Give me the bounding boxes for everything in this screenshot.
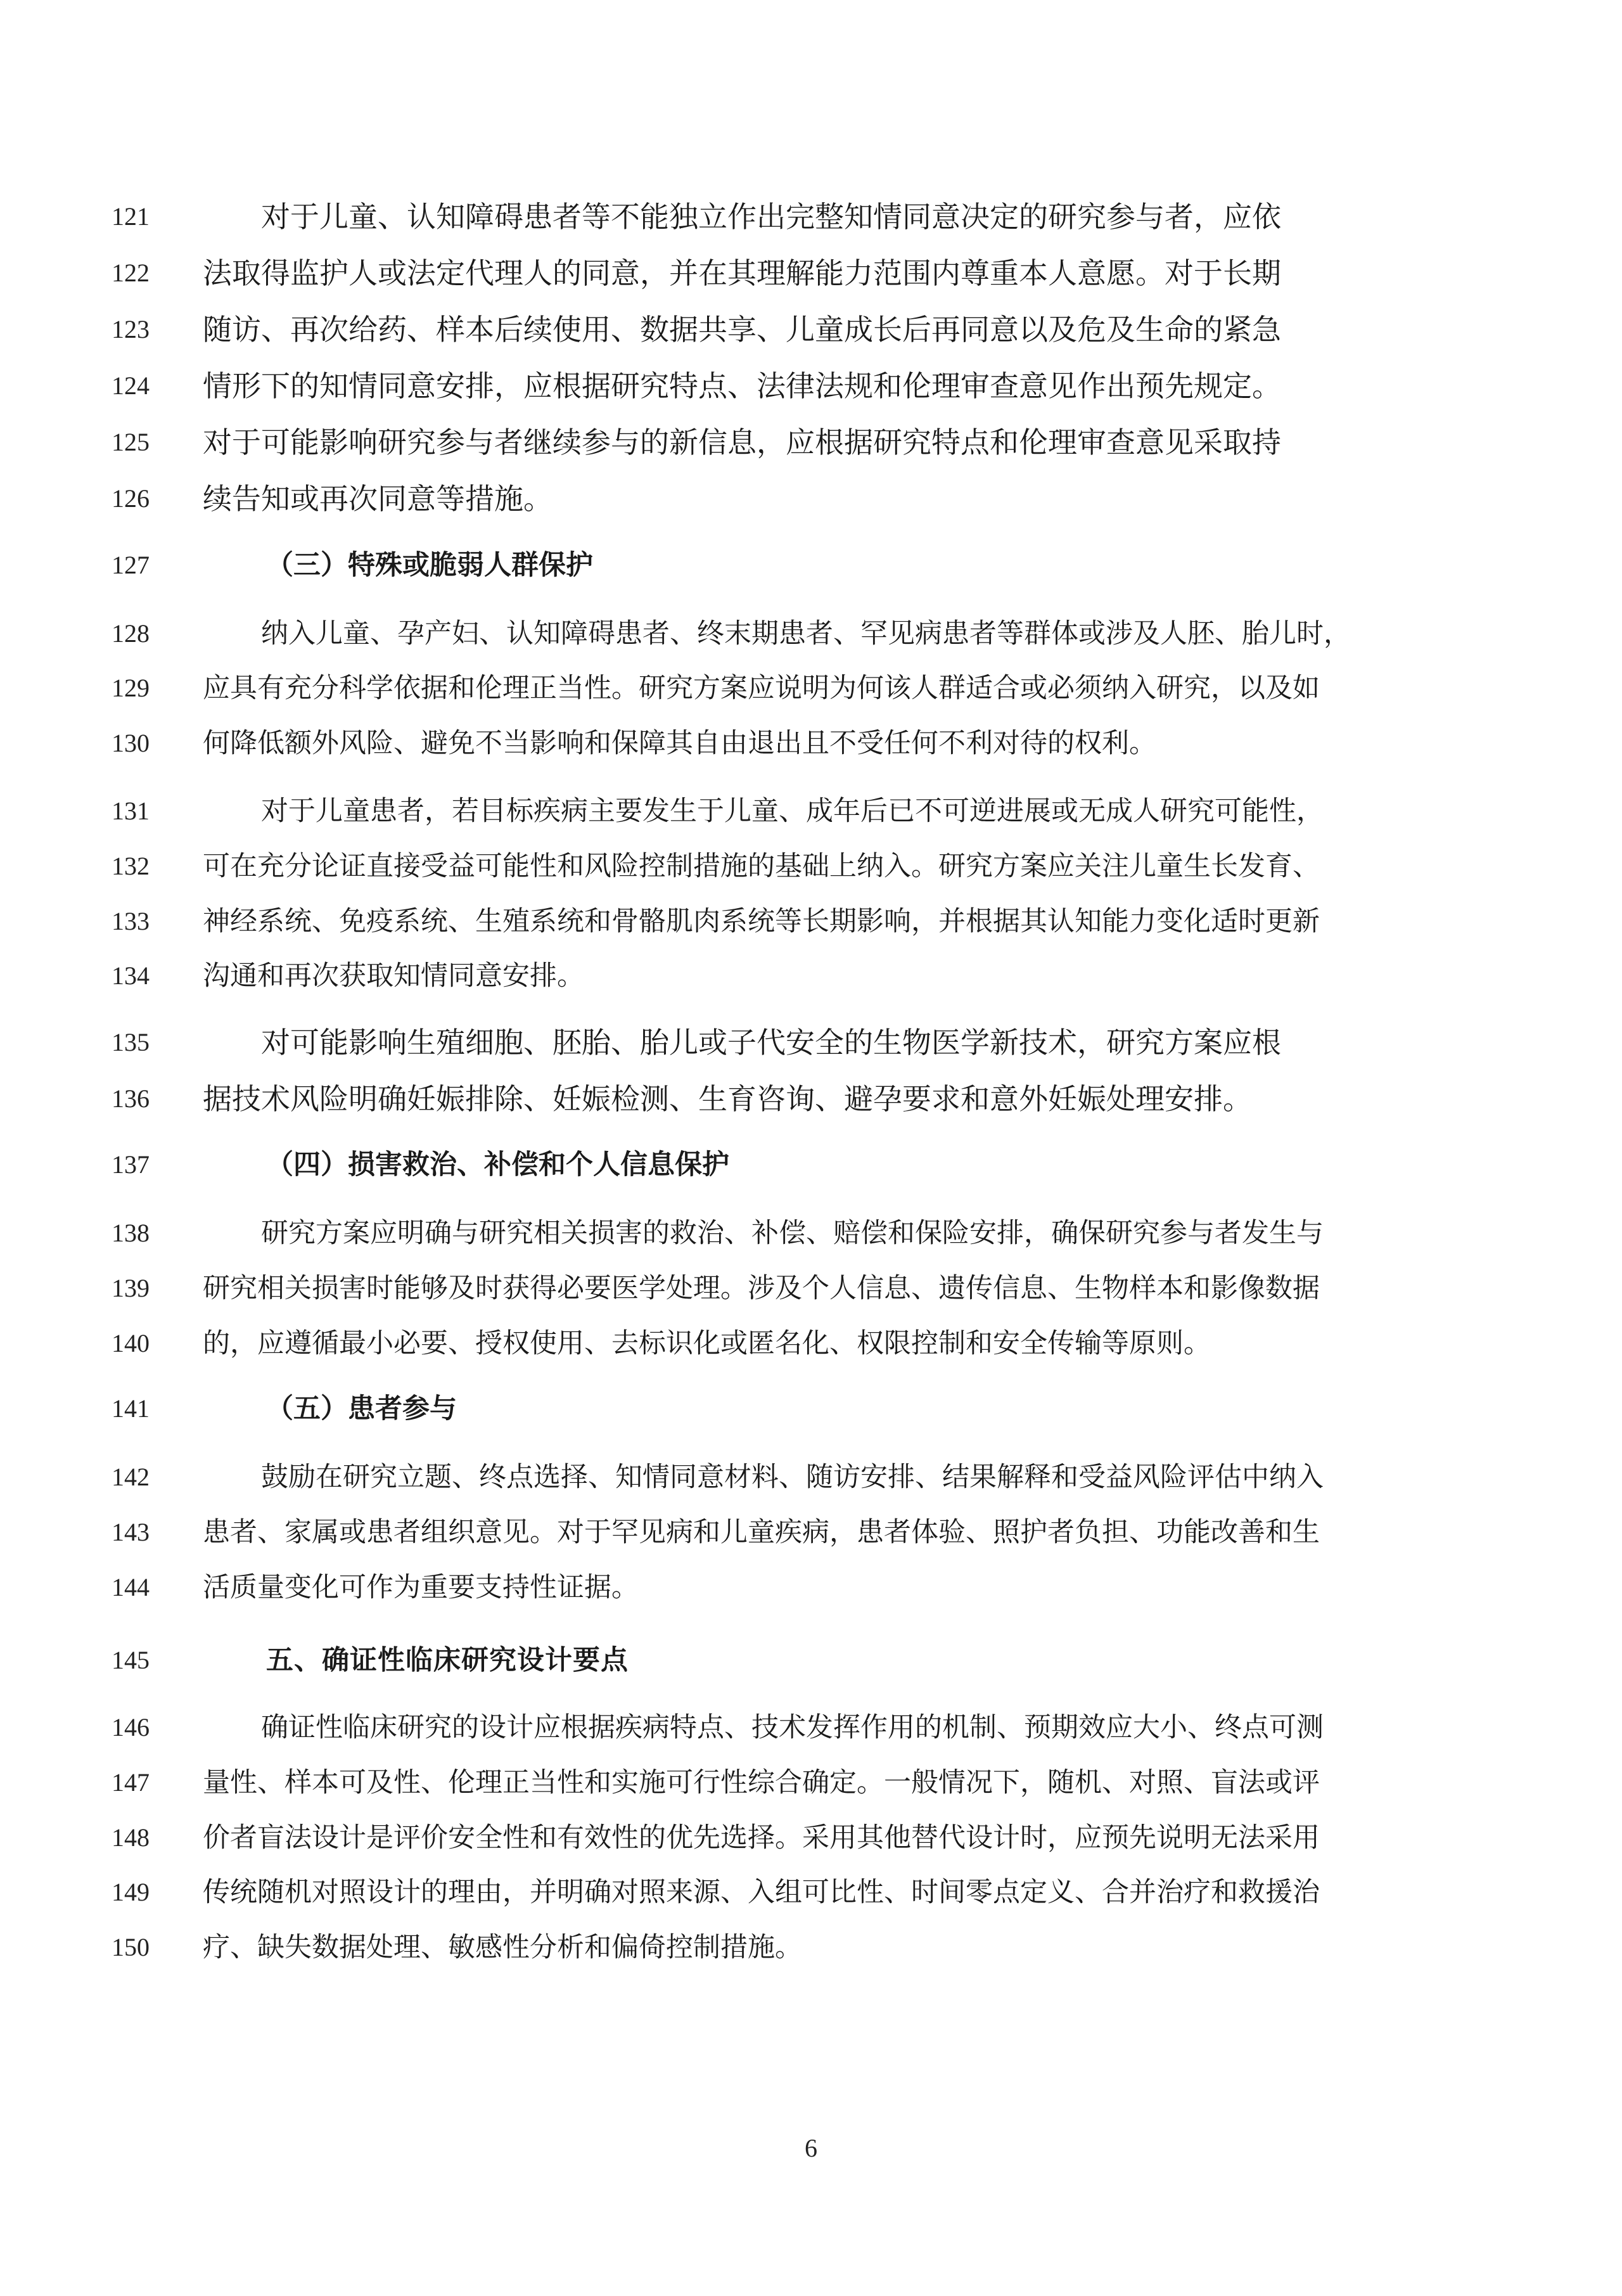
line-text: 研究方案应明确与研究相关损害的救治、补偿、赔偿和保险安排，确保研究参与者发生与 [261,1217,1324,1249]
text-line [0,1922,1622,1973]
text-line [0,1208,1622,1259]
line-number: 127 [112,551,150,579]
line-number: 137 [112,1150,150,1179]
line-text: 传统随机对照设计的理由，并明确对照来源、入组可比性、时间零点定义、合并治疗和救援治 [203,1876,1320,1908]
line-text: 何降低额外风险、避免不当影响和保障其自由退出且不受任何不利对待的权利。 [203,728,1156,759]
text-line [0,1017,1622,1068]
line-text: 神经系统、免疫系统、生殖系统和骨骼肌肉系统等长期影响，并根据其认知能力变化适时更新 [203,906,1320,937]
line-text: 确证性临床研究的设计应根据疾病特点、技术发挥作用的机制、预期效应大小、终点可测 [261,1712,1324,1743]
line-text: 对可能影响生殖细胞、胚胎、胎儿或子代安全的生物医学新技术，研究方案应根 [261,1025,1281,1060]
text-line [0,1562,1622,1613]
line-text: 续告知或再次同意等措施。 [203,482,552,516]
line-text: 的，应遵循最小必要、授权使用、去标识化或匿名化、权限控制和安全传输等原则。 [203,1328,1211,1359]
line-number: 126 [112,484,150,513]
line-text: 活质量变化可作为重要支持性证据。 [203,1572,639,1603]
line-number: 128 [112,619,150,648]
line-number: 146 [112,1713,150,1741]
line-text: 纳入儿童、孕产妇、认知障碍患者、终末期患者、罕见病患者等群体或涉及人胚、胎儿时， [261,618,1351,650]
line-text: 患者、家属或患者组织意见。对于罕见病和儿童疾病，患者体验、照护者负担、功能改善和生 [203,1517,1320,1548]
line-text: 对于儿童患者，若目标疾病主要发生于儿童、成年后已不可逆进展或无成人研究可能性， [261,795,1324,827]
line-number: 132 [112,852,150,880]
line-text: 随访、再次给药、样本后续使用、数据共享、儿童成长后再同意以及危及生命的紧急 [203,312,1281,347]
chapter-heading [0,1635,1622,1686]
text-line [0,896,1622,947]
heading-text: （四）损害救治、补偿和个人信息保护 [266,1149,729,1181]
text-line [0,663,1622,714]
line-number: 144 [112,1573,150,1601]
line-text: 疗、缺失数据处理、敏感性分析和偏倚控制措施。 [203,1932,802,1963]
text-line [0,361,1622,411]
line-number: 143 [112,1518,150,1546]
text-line [0,1074,1622,1124]
text-line [0,191,1622,242]
line-text: 沟通和再次获取知情同意安排。 [203,960,584,992]
page-number: 6 [805,2134,817,2162]
section-heading [0,540,1622,591]
line-number: 122 [112,259,150,287]
line-number: 139 [112,1274,150,1302]
line-text: 应具有充分科学依据和伦理正当性。研究方案应说明为何该人群适合或必须纳入研究，以及如 [203,672,1320,704]
line-number: 133 [112,907,150,935]
section-heading [0,1383,1622,1434]
line-number: 148 [112,1823,150,1852]
text-line [0,304,1622,355]
line-text: 价者盲法设计是评价安全性和有效性的优先选择。采用其他替代设计时，应预先说明无法采用 [203,1822,1320,1854]
text-line [0,608,1622,659]
heading-text: （五）患者参与 [266,1393,457,1425]
text-line [0,1702,1622,1753]
line-number: 135 [112,1028,150,1056]
line-text: 据技术风险明确妊娠排除、妊娠检测、生育咨询、避孕要求和意外妊娠处理安排。 [203,1082,1252,1116]
line-number: 131 [112,797,150,825]
text-line [0,417,1622,468]
text-line [0,473,1622,524]
text-line [0,951,1622,1001]
line-number: 150 [112,1933,150,1961]
line-text: 对于可能影响研究参与者继续参与的新信息，应根据研究特点和伦理审查意见采取持 [203,425,1281,459]
text-line [0,1812,1622,1863]
text-line [0,1757,1622,1808]
heading-text: 五、确证性临床研究设计要点 [266,1645,629,1676]
line-text: 对于儿童、认知障碍患者等不能独立作出完整知情同意决定的研究参与者，应依 [261,200,1281,234]
line-number: 138 [112,1219,150,1247]
text-line [0,1867,1622,1918]
line-number: 136 [112,1084,150,1113]
section-heading [0,1139,1622,1190]
line-number: 121 [112,202,150,231]
text-line [0,1507,1622,1558]
line-number: 129 [112,674,150,702]
text-line [0,1452,1622,1503]
line-number: 130 [112,729,150,757]
text-line [0,841,1622,892]
line-text: 可在充分论证直接受益可能性和风险控制措施的基础上纳入。研究方案应关注儿童生长发育、 [203,850,1320,882]
text-line [0,718,1622,769]
line-number: 123 [112,315,150,343]
line-number: 149 [112,1878,150,1906]
line-number: 124 [112,371,150,400]
line-text: 法取得监护人或法定代理人的同意，并在其理解能力范围内尊重本人意愿。对于长期 [203,256,1281,290]
line-text: 情形下的知情同意安排，应根据研究特点、法律法规和伦理审查意见作出预先规定。 [203,369,1281,403]
line-text: 鼓励在研究立题、终点选择、知情同意材料、随访安排、结果解释和受益风险评估中纳入 [261,1461,1324,1493]
heading-text: （三）特殊或脆弱人群保护 [266,549,593,581]
line-number: 141 [112,1394,150,1423]
line-number: 125 [112,428,150,456]
line-text: 研究相关损害时能够及时获得必要医学处理。涉及个人信息、遗传信息、生物样本和影像数据 [203,1273,1320,1304]
text-line [0,248,1622,298]
text-line [0,1263,1622,1314]
line-number: 134 [112,961,150,990]
line-text: 量性、样本可及性、伦理正当性和实施可行性综合确定。一般情况下，随机、对照、盲法或评 [203,1767,1320,1799]
line-number: 147 [112,1768,150,1797]
line-number: 145 [112,1646,150,1674]
text-line [0,1318,1622,1369]
line-number: 140 [112,1329,150,1357]
line-number: 142 [112,1463,150,1491]
text-line [0,786,1622,837]
